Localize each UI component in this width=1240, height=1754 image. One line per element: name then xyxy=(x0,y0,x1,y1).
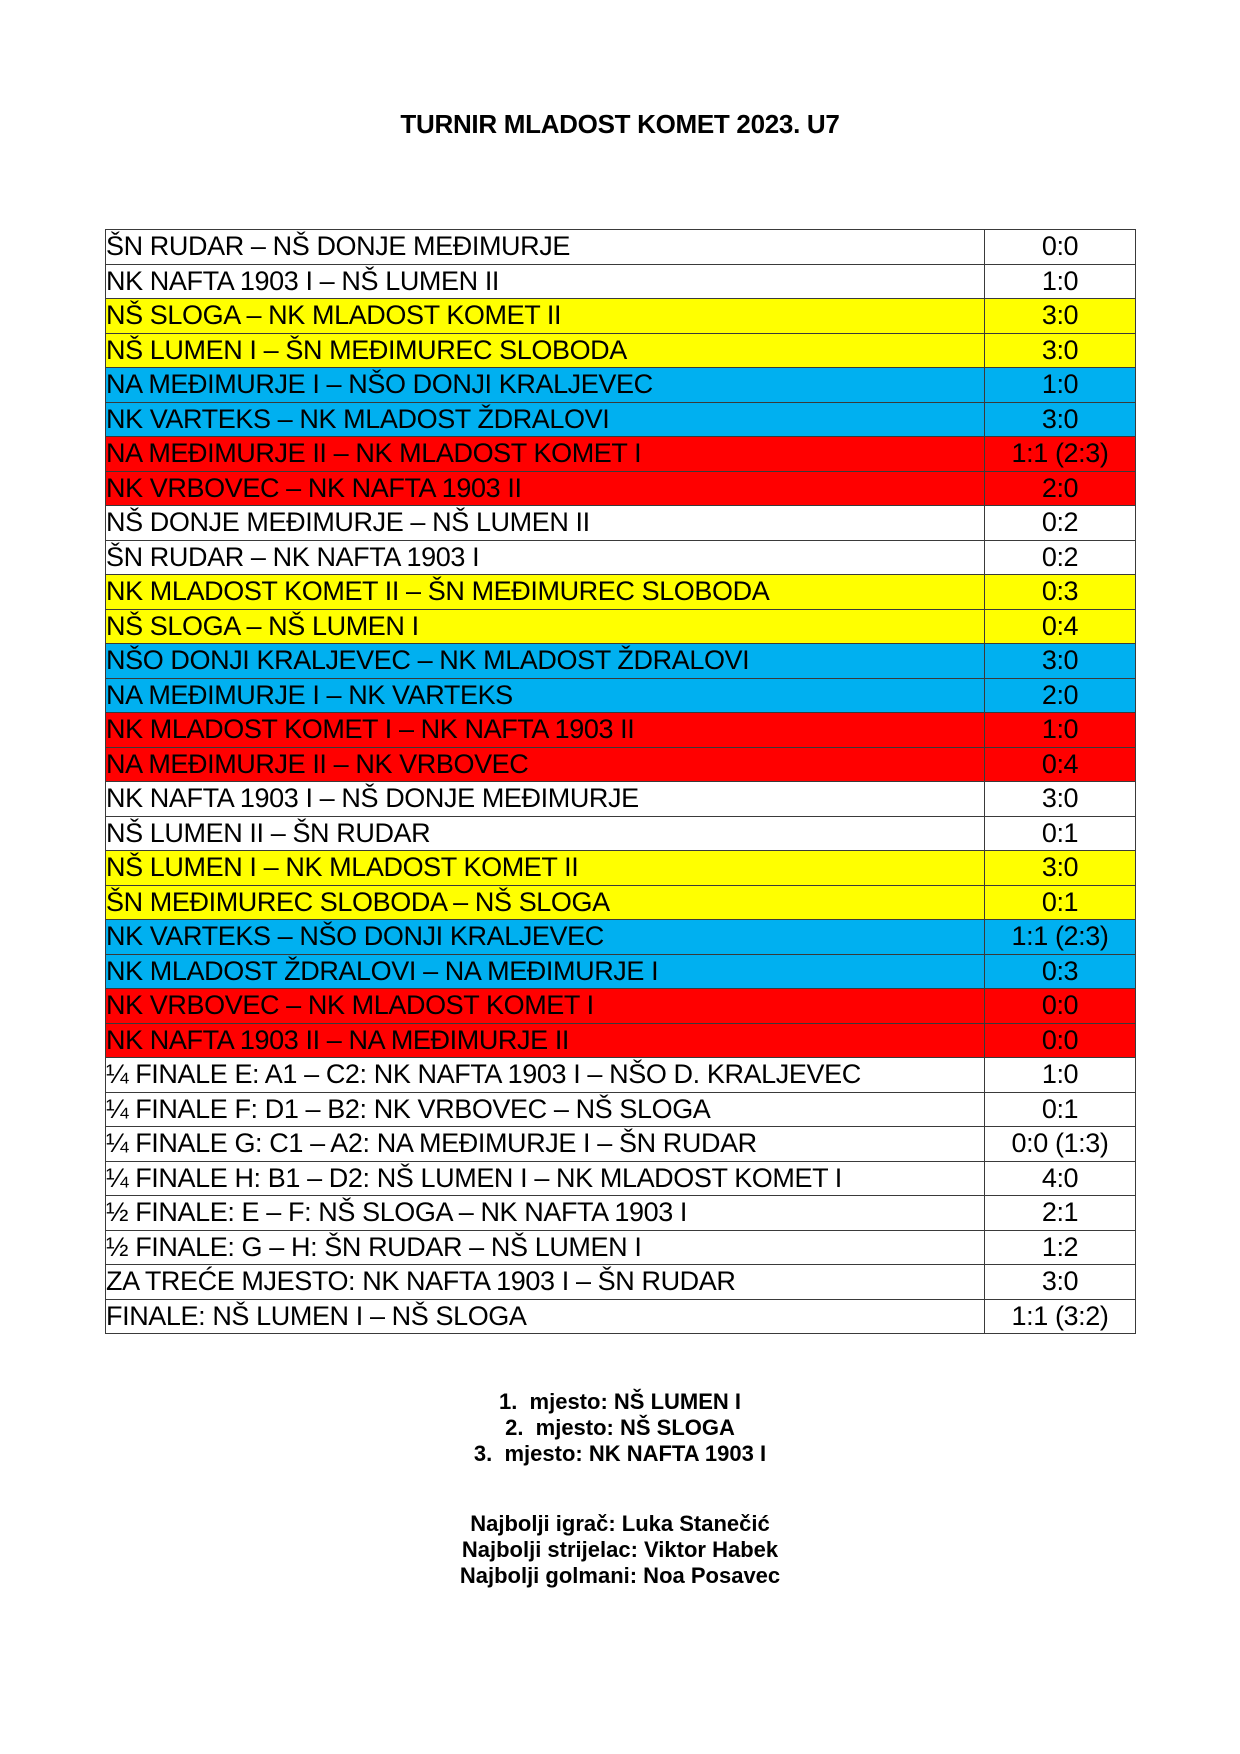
match-teams: ½ FINALE: G – H: ŠN RUDAR – NŠ LUMEN I xyxy=(106,1230,985,1265)
results-table-body xyxy=(106,230,1136,1334)
match-teams: NK VRBOVEC – NK MLADOST KOMET I xyxy=(106,989,985,1024)
match-score: 3:0 xyxy=(985,299,1136,334)
match-score: 0:0 xyxy=(985,1023,1136,1058)
match-row xyxy=(106,1196,1136,1231)
results-table xyxy=(105,229,1136,1334)
match-row xyxy=(106,1092,1136,1127)
match-row xyxy=(106,1127,1136,1162)
match-teams: NA MEĐIMURJE II – NK MLADOST KOMET I xyxy=(106,437,985,472)
match-row xyxy=(106,816,1136,851)
match-score: 2:1 xyxy=(985,1196,1136,1231)
match-row xyxy=(106,1230,1136,1265)
match-teams: ŠN RUDAR – NŠ DONJE MEĐIMURJE xyxy=(106,230,985,265)
match-score: 1:1 (3:2) xyxy=(985,1299,1136,1334)
match-row xyxy=(106,609,1136,644)
match-teams: NŠ LUMEN I – NK MLADOST KOMET II xyxy=(106,851,985,886)
match-score: 1:2 xyxy=(985,1230,1136,1265)
awards-list xyxy=(0,1511,1240,1589)
match-row xyxy=(106,368,1136,403)
match-row xyxy=(106,506,1136,541)
match-row xyxy=(106,1265,1136,1300)
placements-list xyxy=(0,1389,1240,1467)
match-row xyxy=(106,644,1136,679)
match-teams: NK MLADOST KOMET II – ŠN MEĐIMUREC SLOBODA xyxy=(106,575,985,610)
award-best-player: Najbolji igrač: Luka Stanečić xyxy=(470,1511,770,1536)
match-score: 0:0 xyxy=(985,989,1136,1024)
match-score: 1:0 xyxy=(985,713,1136,748)
match-teams: NŠO DONJI KRALJEVEC – NK MLADOST ŽDRALOVI xyxy=(106,644,985,679)
match-score: 3:0 xyxy=(985,402,1136,437)
match-score: 1:0 xyxy=(985,368,1136,403)
match-row xyxy=(106,1058,1136,1093)
match-teams: NK NAFTA 1903 I – NŠ DONJE MEĐIMURJE xyxy=(106,782,985,817)
match-teams: NA MEĐIMURJE I – NŠO DONJI KRALJEVEC xyxy=(106,368,985,403)
match-teams: NK NAFTA 1903 I – NŠ LUMEN II xyxy=(106,264,985,299)
match-teams: NŠ DONJE MEĐIMURJE – NŠ LUMEN II xyxy=(106,506,985,541)
match-score: 0:0 xyxy=(985,230,1136,265)
match-row xyxy=(106,264,1136,299)
placement-third: 3. mjesto: NK NAFTA 1903 I xyxy=(473,1441,767,1466)
match-teams: NK VRBOVEC – NK NAFTA 1903 II xyxy=(106,471,985,506)
match-teams: ¼ FINALE H: B1 – D2: NŠ LUMEN I – NK MLADOST KOMET I xyxy=(106,1161,985,1196)
match-score: 1:0 xyxy=(985,264,1136,299)
match-teams: ŠN RUDAR – NK NAFTA 1903 I xyxy=(106,540,985,575)
match-row xyxy=(106,989,1136,1024)
match-score: 0:1 xyxy=(985,816,1136,851)
match-score: 3:0 xyxy=(985,644,1136,679)
match-score: 4:0 xyxy=(985,1161,1136,1196)
match-row xyxy=(106,1299,1136,1334)
match-score: 0:4 xyxy=(985,609,1136,644)
match-teams: NŠ LUMEN II – ŠN RUDAR xyxy=(106,816,985,851)
match-teams: FINALE: NŠ LUMEN I – NŠ SLOGA xyxy=(106,1299,985,1334)
match-score: 3:0 xyxy=(985,782,1136,817)
match-row xyxy=(106,471,1136,506)
match-score: 0:2 xyxy=(985,506,1136,541)
match-score: 3:0 xyxy=(985,1265,1136,1300)
match-teams: ¼ FINALE E: A1 – C2: NK NAFTA 1903 I – NŠO D. KRALJEVEC xyxy=(106,1058,985,1093)
match-row xyxy=(106,782,1136,817)
match-score: 0:0 (1:3) xyxy=(985,1127,1136,1162)
match-row xyxy=(106,299,1136,334)
match-teams: NA MEĐIMURJE I – NK VARTEKS xyxy=(106,678,985,713)
match-row xyxy=(106,747,1136,782)
match-teams: NŠ SLOGA – NK MLADOST KOMET II xyxy=(106,299,985,334)
match-score: 0:3 xyxy=(985,575,1136,610)
match-row xyxy=(106,678,1136,713)
match-teams: ZA TREĆE MJESTO: NK NAFTA 1903 I – ŠN RUDAR xyxy=(106,1265,985,1300)
match-row xyxy=(106,333,1136,368)
match-score: 1:1 (2:3) xyxy=(985,437,1136,472)
match-score: 2:0 xyxy=(985,678,1136,713)
match-teams: ¼ FINALE F: D1 – B2: NK VRBOVEC – NŠ SLOGA xyxy=(106,1092,985,1127)
match-teams: NK VARTEKS – NK MLADOST ŽDRALOVI xyxy=(106,402,985,437)
match-teams: ¼ FINALE G: C1 – A2: NA MEĐIMURJE I – ŠN RUDAR xyxy=(106,1127,985,1162)
match-score: 0:1 xyxy=(985,1092,1136,1127)
match-row xyxy=(106,1023,1136,1058)
match-score: 0:2 xyxy=(985,540,1136,575)
match-row xyxy=(106,954,1136,989)
placement-first: 1. mjesto: NŠ LUMEN I xyxy=(498,1389,742,1414)
match-score: 3:0 xyxy=(985,333,1136,368)
match-row xyxy=(106,1161,1136,1196)
match-teams: ŠN MEĐIMUREC SLOBODA – NŠ SLOGA xyxy=(106,885,985,920)
match-score: 3:0 xyxy=(985,851,1136,886)
match-teams: NŠ LUMEN I – ŠN MEĐIMUREC SLOBODA xyxy=(106,333,985,368)
match-row xyxy=(106,851,1136,886)
match-row xyxy=(106,575,1136,610)
page-title: TURNIR MLADOST KOMET 2023. U7 xyxy=(400,109,840,139)
award-top-scorer: Najbolji strijelac: Viktor Habek xyxy=(461,1537,779,1562)
match-teams: NŠ SLOGA – NŠ LUMEN I xyxy=(106,609,985,644)
match-row xyxy=(106,885,1136,920)
match-row xyxy=(106,437,1136,472)
match-row xyxy=(106,920,1136,955)
match-row xyxy=(106,402,1136,437)
match-teams: NA MEĐIMURJE II – NK VRBOVEC xyxy=(106,747,985,782)
match-row xyxy=(106,713,1136,748)
match-teams: NK VARTEKS – NŠO DONJI KRALJEVEC xyxy=(106,920,985,955)
match-score: 0:3 xyxy=(985,954,1136,989)
match-row xyxy=(106,540,1136,575)
match-score: 2:0 xyxy=(985,471,1136,506)
match-score: 0:1 xyxy=(985,885,1136,920)
match-teams: NK NAFTA 1903 II – NA MEĐIMURJE II xyxy=(106,1023,985,1058)
match-teams: NK MLADOST ŽDRALOVI – NA MEĐIMURJE I xyxy=(106,954,985,989)
award-best-goalkeeper: Najbolji golmani: Noa Posavec xyxy=(459,1563,781,1588)
match-teams: NK MLADOST KOMET I – NK NAFTA 1903 II xyxy=(106,713,985,748)
match-teams: ½ FINALE: E – F: NŠ SLOGA – NK NAFTA 1903 I xyxy=(106,1196,985,1231)
match-score: 1:0 xyxy=(985,1058,1136,1093)
placement-second: 2. mjesto: NŠ SLOGA xyxy=(505,1415,735,1440)
match-score: 0:4 xyxy=(985,747,1136,782)
match-score: 1:1 (2:3) xyxy=(985,920,1136,955)
match-row xyxy=(106,230,1136,265)
